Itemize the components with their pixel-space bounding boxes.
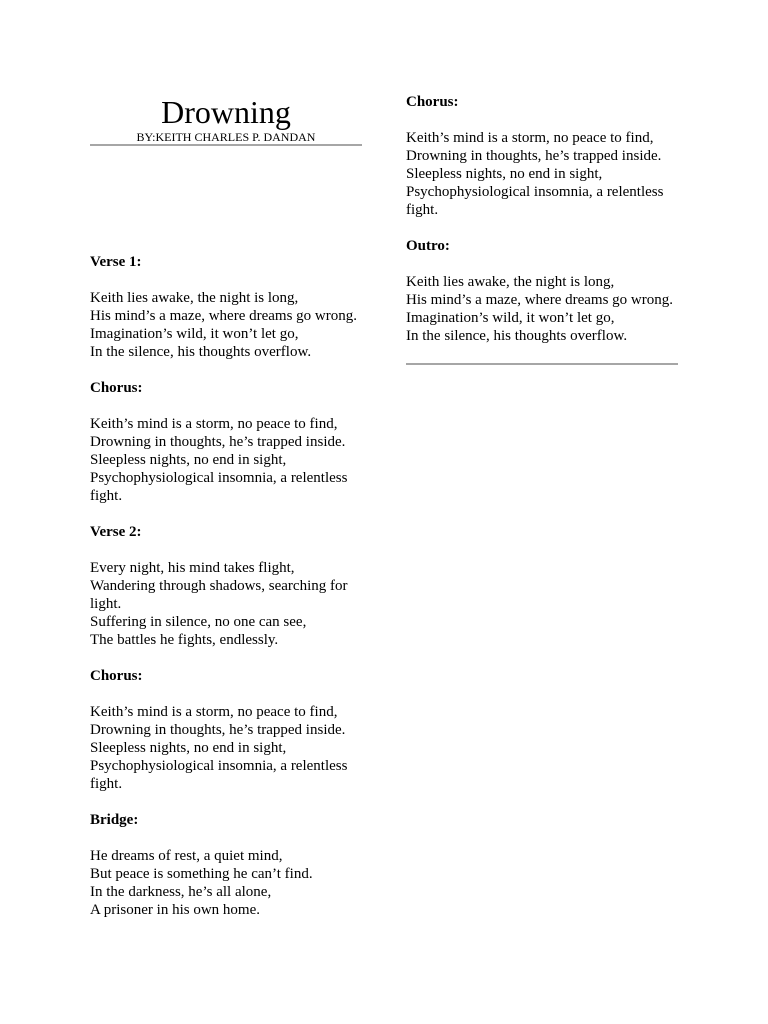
- section-verse-2: [90, 523, 362, 649]
- end-divider: [406, 363, 678, 365]
- lyric-line: Keith lies awake, the night is long,: [406, 274, 615, 290]
- lyric-line: Keith’s mind is a storm, no peace to find,: [90, 704, 338, 720]
- lyric-line: In the silence, his thoughts overflow.: [90, 344, 312, 360]
- lyric-line: But peace is something he can’t find.: [90, 866, 313, 882]
- lyric-line: The battles he fights, endlessly.: [90, 632, 279, 648]
- section-outro: [406, 237, 678, 345]
- section-verse-1: [90, 253, 362, 361]
- lyric-line: He dreams of rest, a quiet mind,: [90, 848, 283, 864]
- lyric-line: His mind’s a maze, where dreams go wrong.: [406, 292, 674, 308]
- lyric-lines: [90, 559, 362, 649]
- section-heading: Chorus:: [90, 668, 143, 684]
- lyric-lines: [90, 415, 362, 505]
- author-byline: BY:KEITH CHARLES P. DANDAN: [136, 130, 316, 144]
- lyric-line: Wandering through shadows, searching for light.: [90, 578, 348, 612]
- title-block: [90, 94, 362, 144]
- lyric-line: Psychophysiological insomnia, a relentless fight.: [90, 758, 348, 792]
- lyric-line: Keith lies awake, the night is long,: [90, 290, 299, 306]
- lyric-line: In the darkness, he’s all alone,: [90, 884, 272, 900]
- section-chorus-1: [90, 379, 362, 505]
- section-heading: Chorus:: [406, 94, 459, 110]
- lyric-line: In the silence, his thoughts overflow.: [406, 328, 628, 344]
- section-heading: Chorus:: [90, 380, 143, 396]
- lyric-lines: [406, 129, 678, 219]
- lyric-line: Keith’s mind is a storm, no peace to find,: [406, 130, 654, 146]
- lyric-line: Every night, his mind takes flight,: [90, 560, 295, 576]
- lyric-line: Drowning in thoughts, he’s trapped inside.: [90, 434, 346, 450]
- section-bridge: [90, 811, 362, 919]
- section-heading: Outro:: [406, 238, 450, 254]
- lyric-line: A prisoner in his own home.: [90, 902, 260, 918]
- lyric-lines: [90, 289, 362, 361]
- lyric-line: Drowning in thoughts, he’s trapped inside.: [90, 722, 346, 738]
- lyric-lines: [90, 703, 362, 793]
- lyric-lines: [406, 273, 678, 345]
- title-divider: [90, 144, 362, 146]
- right-sections: [406, 93, 678, 365]
- lyric-line: Psychophysiological insomnia, a relentless fight.: [406, 184, 664, 218]
- lyric-lines: [90, 847, 362, 919]
- section-chorus-2: [90, 667, 362, 793]
- lyric-line: Keith’s mind is a storm, no peace to find,: [90, 416, 338, 432]
- left-sections: [90, 253, 362, 937]
- section-heading: Bridge:: [90, 812, 139, 828]
- section-heading: Verse 2:: [90, 524, 142, 540]
- section-chorus-3: [406, 93, 678, 219]
- lyric-line: Psychophysiological insomnia, a relentless fight.: [90, 470, 348, 504]
- lyric-line: Sleepless nights, no end in sight,: [90, 452, 287, 468]
- section-heading: Verse 1:: [90, 254, 142, 270]
- lyric-line: Imagination’s wild, it won’t let go,: [406, 310, 615, 326]
- lyric-line: His mind’s a maze, where dreams go wrong.: [90, 308, 358, 324]
- song-title: Drowning: [161, 94, 291, 130]
- lyric-line: Drowning in thoughts, he’s trapped inside.: [406, 148, 662, 164]
- lyric-line: Sleepless nights, no end in sight,: [90, 740, 287, 756]
- lyric-line: Sleepless nights, no end in sight,: [406, 166, 603, 182]
- lyric-line: Imagination’s wild, it won’t let go,: [90, 326, 299, 342]
- lyric-line: Suffering in silence, no one can see,: [90, 614, 307, 630]
